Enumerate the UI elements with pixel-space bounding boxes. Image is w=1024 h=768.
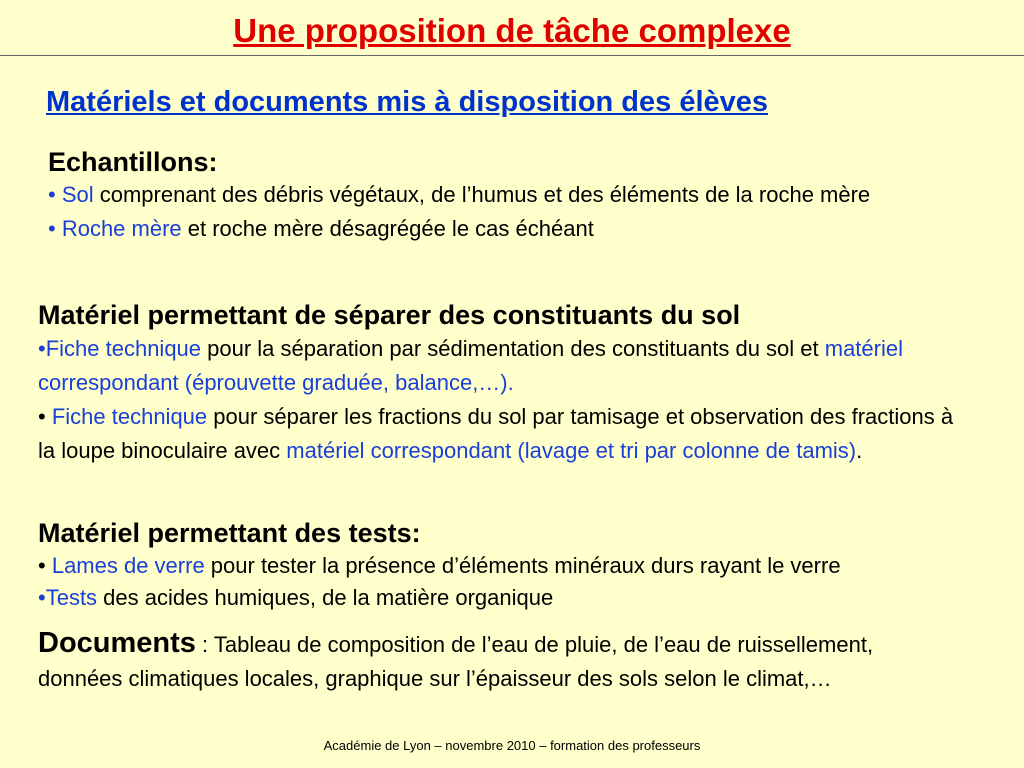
echantillons-item-sol <box>48 178 978 212</box>
title-divider <box>0 55 1024 56</box>
fiche-technique-label: Fiche technique <box>45 336 202 361</box>
roche-mere-description: et roche mère désagrégée le cas échéant <box>181 216 594 241</box>
tests-item-1 <box>38 550 988 582</box>
roche-mere-label: • Roche mère <box>48 216 182 241</box>
echantillons-section <box>48 146 978 246</box>
section-heading: Matériels et documents mis à disposition des élèves <box>46 86 769 118</box>
sol-label: • Sol <box>48 182 94 207</box>
tests-section <box>38 516 988 614</box>
documents-paragraph <box>38 626 958 696</box>
period: . <box>856 438 863 463</box>
bullet: • <box>38 553 52 578</box>
fiche-technique-label: Fiche technique <box>51 404 208 429</box>
echantillons-heading: Echantillons: <box>48 147 218 177</box>
separation-section <box>38 298 958 468</box>
tests-label: Tests <box>45 585 98 610</box>
documents-section <box>38 626 958 696</box>
lames-de-verre-label: Lames de verre <box>51 553 205 578</box>
tests-item-2 <box>38 582 988 614</box>
separation-heading: Matériel permettant de séparer des constituants du sol <box>38 300 741 330</box>
slide-title: Une proposition de tâche complexe <box>233 12 791 49</box>
materiel-correspondant-label: matériel correspondant (éprouvette graduée, balance,…). <box>38 336 903 395</box>
footer-credit: Académie de Lyon – novembre 2010 – formation des professeurs <box>323 738 701 753</box>
bullet: • <box>38 404 52 429</box>
lames-description: pour tester la présence d’éléments minéraux durs rayant le verre <box>204 553 841 578</box>
materiel-correspondant-label: matériel correspondant (lavage et tri par colonne de tamis) <box>286 438 857 463</box>
bullet: • <box>38 585 46 610</box>
sol-description: comprenant des débris végétaux, de l’humus et des éléments de la roche mère <box>93 182 871 207</box>
tamisage-description: pour séparer les fractions du sol par tamisage et observation des fractions à la loupe binoculaire avec <box>38 404 954 463</box>
documents-heading: Documents <box>38 627 196 659</box>
sedimentation-description: pour la séparation par sédimentation des constituants du sol et <box>201 336 825 361</box>
documents-description: : Tableau de composition de l’eau de pluie, de l’eau de ruissellement, données climatiques locales, graphique sur l’épaisseur des sols selon le climat,… <box>38 632 874 691</box>
tests-heading: Matériel permettant des tests: <box>38 518 421 548</box>
separation-item-1 <box>38 332 958 400</box>
tests-description: des acides humiques, de la matière organique <box>97 585 554 610</box>
echantillons-item-roche <box>48 212 978 246</box>
separation-item-2 <box>38 400 958 468</box>
bullet: • <box>38 336 46 361</box>
